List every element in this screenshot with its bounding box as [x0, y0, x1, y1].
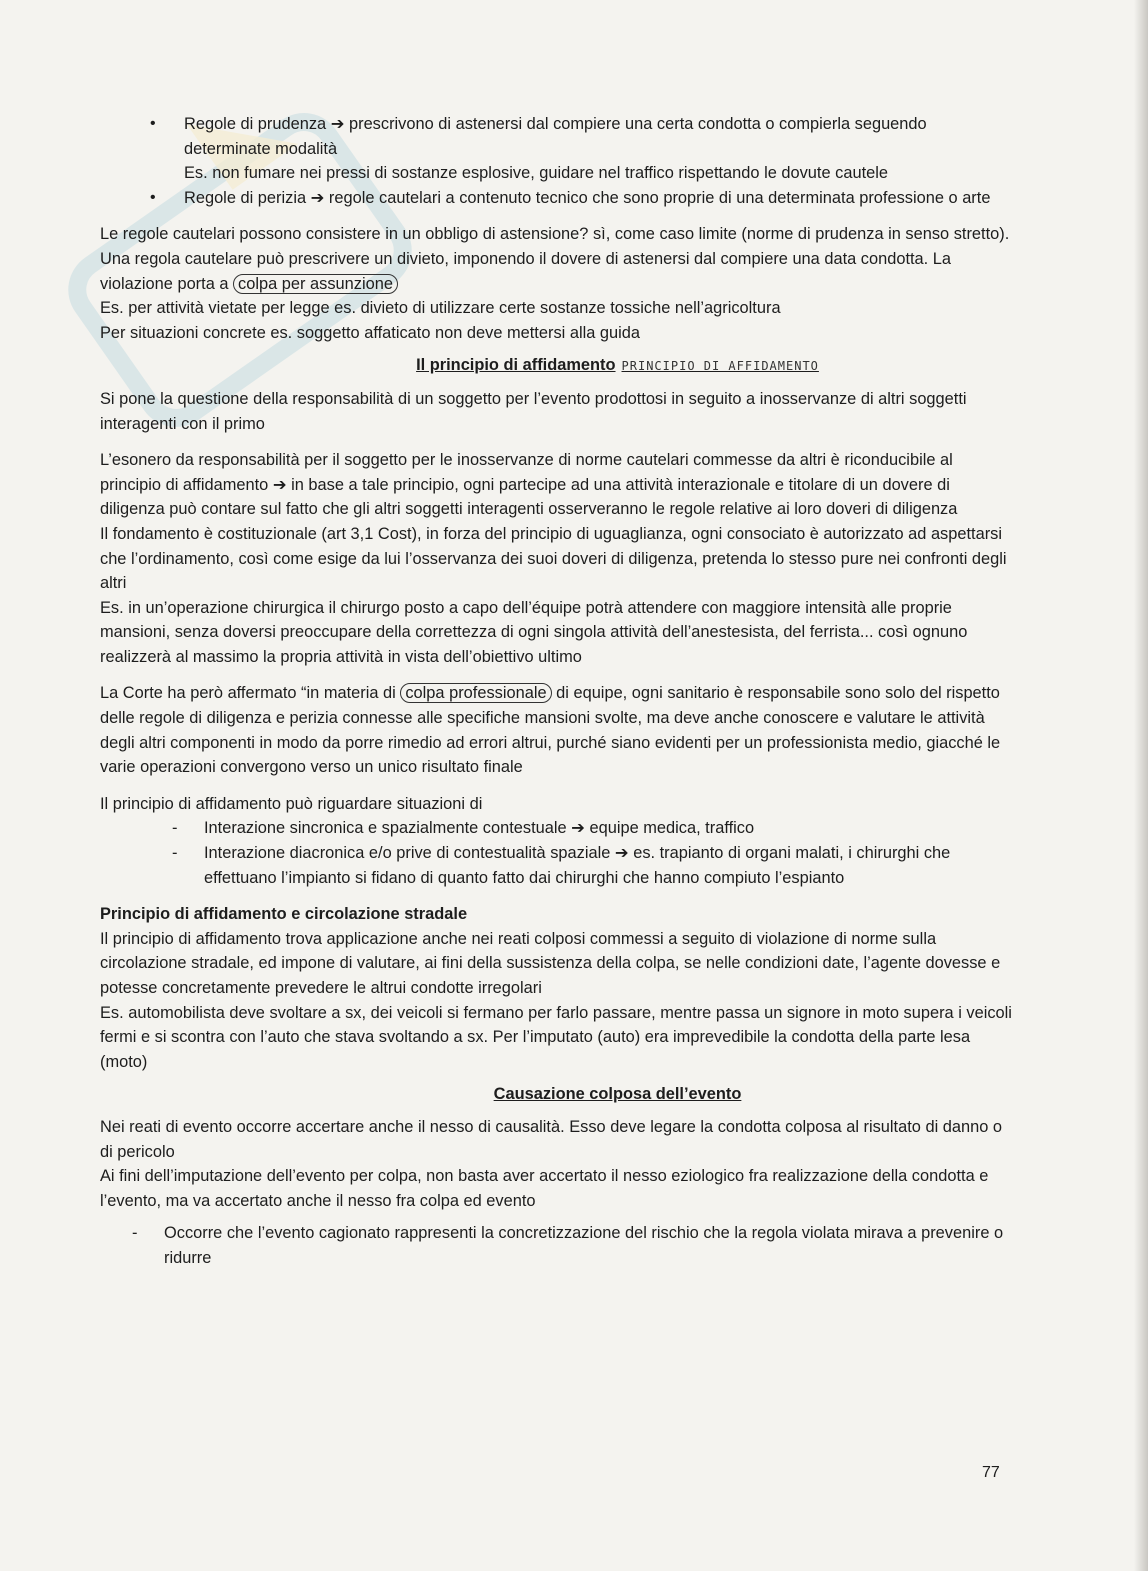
paragraph-regole-cautelari: Le regole cautelari possono consistere in un obbligo di astensione? sì, come caso limite (norme di prudenza in senso stretto). Una regola cautelare può prescrivere un divieto, imponendo il dovere di astenersi dal compiere una data condotta. La violazione porta a colpa per assunzione	[100, 225, 1010, 293]
dash-icon: -	[132, 1224, 138, 1243]
highlight-colpa-assunzione: colpa per assunzione	[233, 274, 398, 294]
paragraph-example-automobilista: Es. automobilista deve svoltare a sx, dei veicoli si fermano per farlo passare, mentre passa un signore in moto supera i veicoli fermi e si scontra con l’auto che stava svoltando a sx. Per l’imputato (auto) era imprevedibile la condotta della parte lesa (moto)	[100, 1003, 1012, 1071]
paragraph-questione: Si pone la questione della responsabilità di un soggetto per l’evento prodottosi in seguito a inosservanze di altri soggetti interagenti con il primo	[100, 389, 967, 433]
paragraph-corte: La Corte ha però affermato “in materia di colpa professionale di equipe, ogni sanitario è responsabile sono solo del rispetto delle regole di diligenza e perizia connesse alle specifiche mansioni svolte, ma deve anche conoscere e valutare le attività degli altri componenti in modo da porre rimedio ad errori altrui, purché siano evidenti per un professionista medio, giacché le varie operazioni convergono verso un unico risultato finale	[100, 684, 1001, 777]
handwritten-note: PRINCIPIO DI AFFIDAMENTO	[621, 359, 819, 374]
dash-icon: -	[172, 819, 178, 838]
scan-edge-shadow	[1134, 0, 1148, 1571]
paragraph-example-2: Per situazioni concrete es. soggetto affaticato non deve mettersi alla guida	[100, 323, 641, 342]
section-title-circolazione: Principio di affidamento e circolazione stradale	[100, 905, 468, 924]
bullet-icon: •	[150, 188, 156, 206]
paragraph-fondamento: Il fondamento è costituzionale (art 3,1 Cost), in forza del principio di uguaglianza, ogni consociato è autorizzato ad aspettarsi che l’ordinamento, così come esige da lui l’osservanza dei suoi doveri di diligenza, pretenda lo stesso pure nei confronti degli altri	[100, 524, 1007, 593]
dash-icon: -	[172, 844, 178, 863]
bullet-example: Es. non fumare nei pressi di sostanze esplosive, guidare nel traffico rispettando le dovute cautele	[184, 164, 888, 183]
paragraph-situazioni-intro: Il principio di affidamento può riguardare situazioni di	[100, 794, 483, 813]
section-title-causazione: Causazione colposa dell’evento	[493, 1085, 742, 1104]
bullet-item-prudenza	[100, 112, 1015, 186]
causazione-list	[100, 1221, 1015, 1270]
bullet-text: Regole di prudenza ➔ prescrivono di astenersi dal compiere una certa condotta o compierla seguendo determinate modalità	[184, 115, 927, 158]
paragraph-example-1: Es. per attività vietate per legge es. divieto di utilizzare certe sostanze tossiche nell’agricoltura	[100, 299, 781, 318]
list-item: - Occorre che l’evento cagionato rappresenti la concretizzazione del rischio che la regola violata mirava a prevenire o ridurre	[100, 1221, 1015, 1270]
paragraph-nesso-causalita: Nei reati di evento occorre accertare anche il nesso di causalità. Esso deve legare la condotta colposa al risultato di danno o di pericolo	[100, 1117, 1003, 1161]
circled-colpa-professionale: colpa professionale	[400, 683, 551, 703]
bullet-item-perizia	[100, 186, 1015, 211]
page-number: 77	[982, 1464, 1000, 1481]
paragraph-example-chirurgia: Es. in un’operazione chirurgica il chirurgo posto a capo dell’équipe potrà attendere con maggiore intensità alle proprie mansioni, senza doversi preoccupare della correttezza di ogni singola attività dell’anestesista, del ferrista... così ognuno realizzerà al massimo la propria attività in vista dell’obiettivo ultimo	[100, 598, 968, 666]
bullet-icon: •	[150, 115, 156, 132]
paragraph-imputazione: Ai fini dell’imputazione dell’evento per colpa, non basta aver accertato il nesso eziologico fra realizzazione della condotta e l’evento, ma va accertato anche il nesso fra colpa ed evento	[100, 1167, 989, 1210]
top-bullet-list	[100, 112, 1015, 210]
bullet-text: Regole di perizia ➔ regole cautelari a contenuto tecnico che sono proprie di una determinata professione o arte	[184, 188, 991, 207]
paragraph-circolazione: Il principio di affidamento trova applicazione anche nei reati colposi commessi a seguito di violazione di norme sulla circolazione stradale, ed impone di valutare, ai fini della sussistenza della colpa, se nelle condizioni date, l’agente dovesse e potesse concretamente prevedere le altrui condotte irregolari	[100, 929, 1001, 997]
list-item: - Interazione diacronica e/o prive di contestualità spaziale ➔ es. trapianto di organi malati, i chirurghi che effettuano l’impianto si fidano di quanto fatto dai chirurghi che hanno compiuto l’espianto	[100, 841, 1015, 890]
document-content	[100, 112, 1015, 1271]
section-title-affidamento: Il principio di affidamento PRINCIPIO DI AFFIDAMENTO	[416, 356, 819, 375]
list-item: - Interazione sincronica e spazialmente contestuale ➔ equipe medica, traffico	[100, 816, 1015, 841]
situazioni-list	[100, 816, 1015, 890]
paragraph-esonero: L’esonero da responsabilità per il soggetto per le inosservanze di norme cautelari commesse da altri è riconducibile al principio di affidamento ➔ in base a tale principio, ogni partecipe ad una attività interazionale e titolare di un dovere di diligenza può contare sul fatto che gli altri soggetti interagenti osserveranno le regole relative ai loro doveri di diligenza	[100, 451, 958, 519]
